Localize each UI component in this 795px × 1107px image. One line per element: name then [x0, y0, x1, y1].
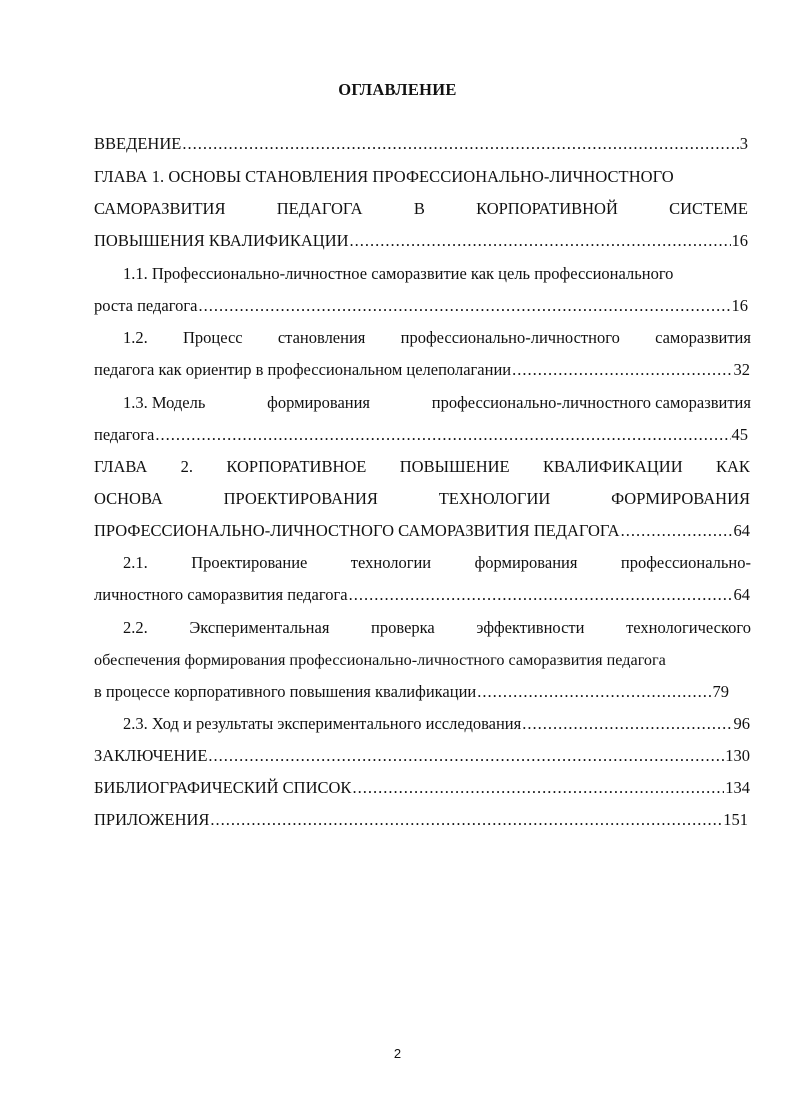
- toc-entry-text: БИБЛИОГРАФИЧЕСКИЙ СПИСОК: [94, 778, 352, 797]
- word: формирования: [474, 553, 578, 572]
- word: 1.2.: [123, 328, 148, 347]
- leader-dots: [349, 584, 733, 606]
- word: Экспериментальная: [189, 618, 330, 637]
- toc-page-number: 151: [723, 810, 748, 829]
- leader-dots: [208, 745, 724, 767]
- leader-dots: [512, 359, 732, 381]
- toc-page-number: 3: [739, 134, 748, 153]
- toc-entry-bibliography[interactable]: [94, 777, 750, 799]
- word: ТЕХНОЛОГИИ: [438, 489, 551, 508]
- page-number: 2: [393, 1046, 402, 1061]
- word: профессионально-личностного: [400, 328, 620, 347]
- word: КВАЛИФИКАЦИИ: [543, 457, 683, 476]
- leader-dots: [522, 713, 732, 735]
- word: 2.2.: [123, 618, 148, 637]
- word: ГЛАВА: [94, 457, 148, 476]
- word: Проектирование: [191, 553, 308, 572]
- toc-entry-text: ПРОФЕССИОНАЛЬНО-ЛИЧНОСТНОГО САМОРАЗВИТИЯ ПЕДАГОГА: [94, 521, 620, 540]
- word: САМОРАЗВИТИЯ: [94, 199, 226, 218]
- word: КОРПОРАТИВНОЙ: [476, 199, 618, 218]
- toc-title: ОГЛАВЛЕНИЕ: [338, 80, 457, 99]
- word: 2.1.: [123, 553, 148, 572]
- leader-dots: [352, 777, 724, 799]
- word: технологии: [350, 553, 432, 572]
- word: ПОВЫШЕНИЕ: [399, 457, 510, 476]
- word: ПЕДАГОГА: [276, 199, 363, 218]
- toc-entry-conclusion[interactable]: [94, 745, 750, 767]
- toc-chapter2-line3[interactable]: [94, 520, 750, 542]
- word: саморазвития: [655, 328, 751, 347]
- word: формирования: [267, 393, 371, 412]
- toc-section-1-2-line2[interactable]: [94, 359, 750, 381]
- word: ОСНОВА: [94, 489, 163, 508]
- toc-section-2-3[interactable]: [123, 713, 750, 735]
- toc-page-number: 134: [725, 778, 750, 797]
- toc-section-1-2-line1[interactable]: [123, 327, 751, 349]
- leader-dots: [477, 681, 711, 703]
- toc-page-number: 130: [725, 746, 750, 765]
- toc-entry-text: роста педагога: [94, 296, 198, 315]
- word: 2.: [180, 457, 194, 476]
- toc-entry-text: ВВЕДЕНИЕ: [94, 134, 182, 153]
- word: проверка: [371, 618, 435, 637]
- toc-page-number: 32: [733, 360, 750, 379]
- toc-entry-text: личностного саморазвития педагога: [94, 585, 348, 604]
- word: В: [413, 199, 425, 218]
- toc-chapter1-line2[interactable]: [94, 198, 748, 220]
- leader-dots: [621, 520, 733, 542]
- toc-chapter1-line3[interactable]: [94, 230, 748, 252]
- word: ПРОЕКТИРОВАНИЯ: [223, 489, 378, 508]
- toc-entry-text: педагога: [94, 425, 155, 444]
- toc-page-number: 64: [733, 585, 750, 604]
- word: Процесс: [182, 328, 243, 347]
- toc-entry-text: в процессе корпоративного повышения квалификации: [94, 682, 477, 701]
- word: становления: [277, 328, 366, 347]
- leader-dots: [182, 133, 738, 155]
- toc-entry-intro[interactable]: [94, 133, 748, 155]
- toc-entry-text: 2.3. Ход и результаты экспериментального исследования: [123, 714, 522, 733]
- toc-section-1-3-line2[interactable]: [94, 424, 748, 446]
- toc-page-number: 96: [733, 714, 750, 733]
- toc-entry-text: педагога как ориентир в профессиональном целеполагании: [94, 360, 512, 379]
- toc-section-2-2-line1[interactable]: [123, 617, 751, 639]
- toc-entry-text: ПРИЛОЖЕНИЯ: [94, 810, 210, 829]
- word: профессионально-: [620, 553, 751, 572]
- toc-section-1-1-line1[interactable]: 1.1. Профессионально-личностное саморазвитие как цель профессионального: [123, 264, 674, 283]
- leader-dots: [210, 809, 722, 831]
- toc-section-2-2-line3[interactable]: [94, 681, 729, 703]
- word: СИСТЕМЕ: [669, 199, 748, 218]
- toc-section-1-3-line1[interactable]: [123, 392, 751, 414]
- toc-section-2-1-line2[interactable]: [94, 584, 750, 606]
- word: ФОРМИРОВАНИЯ: [611, 489, 750, 508]
- word: 1.3. Модель: [123, 393, 206, 412]
- word: технологического: [626, 618, 751, 637]
- toc-page-number: 16: [731, 296, 748, 315]
- toc-entry-appendices[interactable]: [94, 809, 748, 831]
- toc-page-number: 79: [712, 682, 729, 701]
- word: КАК: [716, 457, 750, 476]
- toc-page-number: 16: [731, 231, 748, 250]
- toc-chapter2-line1[interactable]: [94, 456, 750, 478]
- leader-dots: [155, 424, 730, 446]
- toc-section-2-2-line2[interactable]: обеспечения формирования профессионально-личностного саморазвития педагога: [94, 651, 666, 669]
- word: эффективности: [476, 618, 585, 637]
- toc-page-number: 45: [731, 425, 748, 444]
- toc-entry-text: ПОВЫШЕНИЯ КВАЛИФИКАЦИИ: [94, 231, 349, 250]
- word: профессионально-личностного саморазвития: [431, 393, 751, 412]
- toc-page-number: 64: [733, 521, 750, 540]
- toc-chapter1-line1[interactable]: ГЛАВА 1. ОСНОВЫ СТАНОВЛЕНИЯ ПРОФЕССИОНАЛЬНО-ЛИЧНОСТНОГО: [94, 167, 674, 186]
- leader-dots: [198, 295, 730, 317]
- leader-dots: [350, 230, 731, 252]
- toc-section-2-1-line1[interactable]: [123, 552, 751, 574]
- toc-chapter2-line2[interactable]: [94, 488, 750, 510]
- toc-entry-text: ЗАКЛЮЧЕНИЕ: [94, 746, 208, 765]
- word: КОРПОРАТИВНОЕ: [226, 457, 367, 476]
- toc-section-1-1-line2[interactable]: [94, 295, 748, 317]
